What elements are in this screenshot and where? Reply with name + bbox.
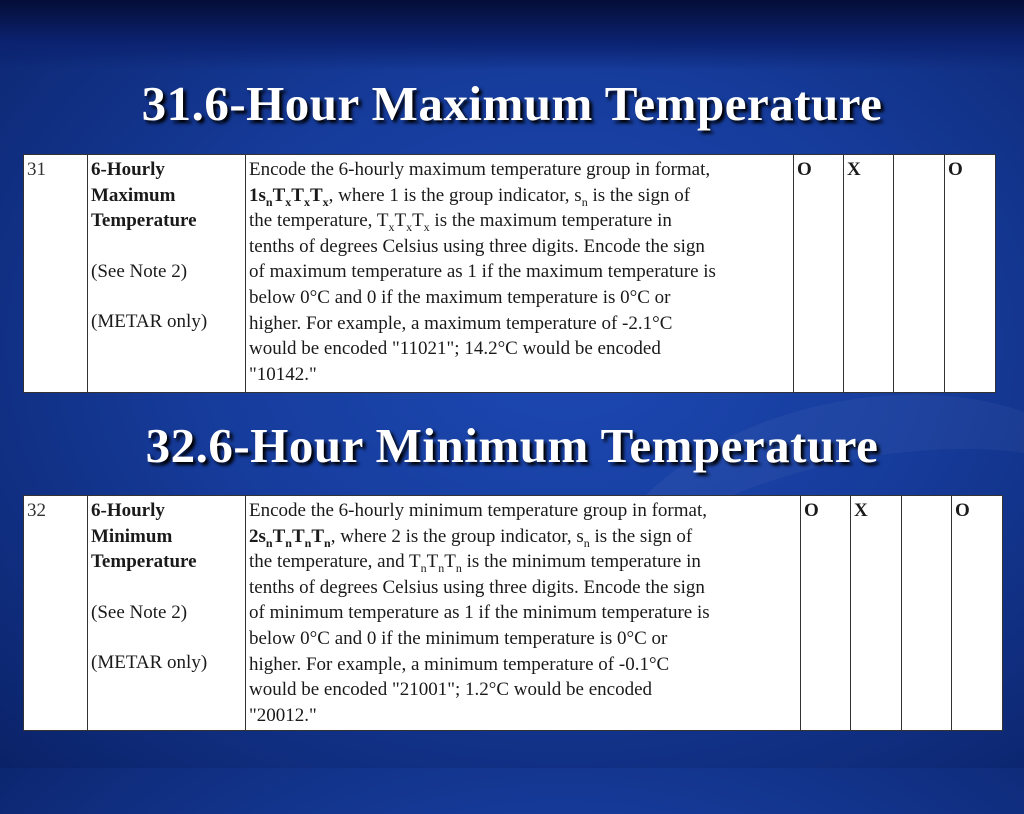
description-line: would be encoded "21001"; 1.2°C would be encoded: [249, 679, 653, 701]
description-line: of minimum temperature as 1 if the minimum temperature is: [249, 602, 710, 624]
flag-cell: O: [945, 155, 996, 393]
description-line: Encode the 6-hourly minimum temperature group in format,: [249, 500, 707, 521]
description-line: Encode the 6-hourly maximum temperature group in format,: [249, 159, 711, 180]
group-name-cell: [88, 496, 246, 731]
flag-cell: [902, 496, 952, 731]
description-line: "20012.": [249, 704, 317, 726]
group-name-line: 6-Hourly: [91, 159, 165, 180]
description-line: $2s_nT_nT_nT_n$, where 2 is the group indicator, $s_n$ is the sign of: [249, 525, 693, 550]
description-line: the temperature, $T_xT_xT_x$ is the maximum temperature in: [249, 210, 672, 234]
group-name-line: Minimum: [91, 525, 173, 547]
flag-cell: O: [952, 496, 1003, 731]
max-temperature-table: [23, 154, 996, 393]
group-format: $2s_nT_nT_nT_n$: [249, 525, 331, 550]
top-band: [0, 0, 1024, 70]
description-line: below 0°C and 0 if the maximum temperature is 0°C or: [249, 286, 671, 308]
note-reference: (See Note 2): [91, 601, 188, 623]
description-line: $1s_nT_xT_xT_x$, where 1 is the group indicator, $s_n$ is the sign of: [249, 184, 691, 209]
description-line: the temperature, and $T_nT_nT_n$ is the minimum temperature in: [249, 551, 701, 575]
description-line: would be encoded "11021"; 14.2°C would be encoded: [249, 338, 661, 360]
group-name-line: 6-Hourly: [91, 500, 165, 521]
description-line: of maximum temperature as 1 if the maximum temperature is: [249, 261, 716, 283]
group-name-line: Maximum: [91, 184, 176, 206]
flag-cell: X: [851, 496, 902, 731]
description-line: tenths of degrees Celsius using three digits. Encode the sign: [249, 576, 705, 598]
group-format: $1s_nT_xT_xT_x$: [249, 184, 329, 209]
flag-cell: O: [794, 155, 844, 393]
group-name-cell: [88, 155, 246, 393]
group-name-line: Temperature: [91, 551, 197, 573]
table-row: [24, 496, 1003, 731]
section-title-min-temperature: 32.6-Hour Minimum Temperature: [145, 418, 879, 473]
group-number: 32: [24, 496, 88, 731]
group-number: 31: [24, 155, 88, 393]
scope-label: (METAR only): [91, 311, 208, 333]
scope-label: (METAR only): [91, 652, 208, 674]
note-reference: (See Note 2): [91, 260, 188, 282]
description-line: "10142.": [249, 363, 317, 385]
min-temperature-table: [23, 495, 1003, 731]
description-cell: [246, 155, 794, 393]
flag-cell: X: [844, 155, 894, 393]
description-line: below 0°C and 0 if the minimum temperature is 0°C or: [249, 627, 668, 649]
description-line: higher. For example, a maximum temperature of -2.1°C: [249, 312, 673, 334]
section-title-max-temperature: 31.6-Hour Maximum Temperature: [141, 76, 883, 131]
description-line: tenths of degrees Celsius using three digits. Encode the sign: [249, 235, 705, 257]
flag-cell: [894, 155, 945, 393]
flag-cell: O: [801, 496, 851, 731]
table-row: [24, 155, 996, 393]
description-cell: [246, 496, 801, 731]
description-line: higher. For example, a minimum temperature of -0.1°C: [249, 653, 670, 675]
group-name-line: Temperature: [91, 210, 197, 232]
